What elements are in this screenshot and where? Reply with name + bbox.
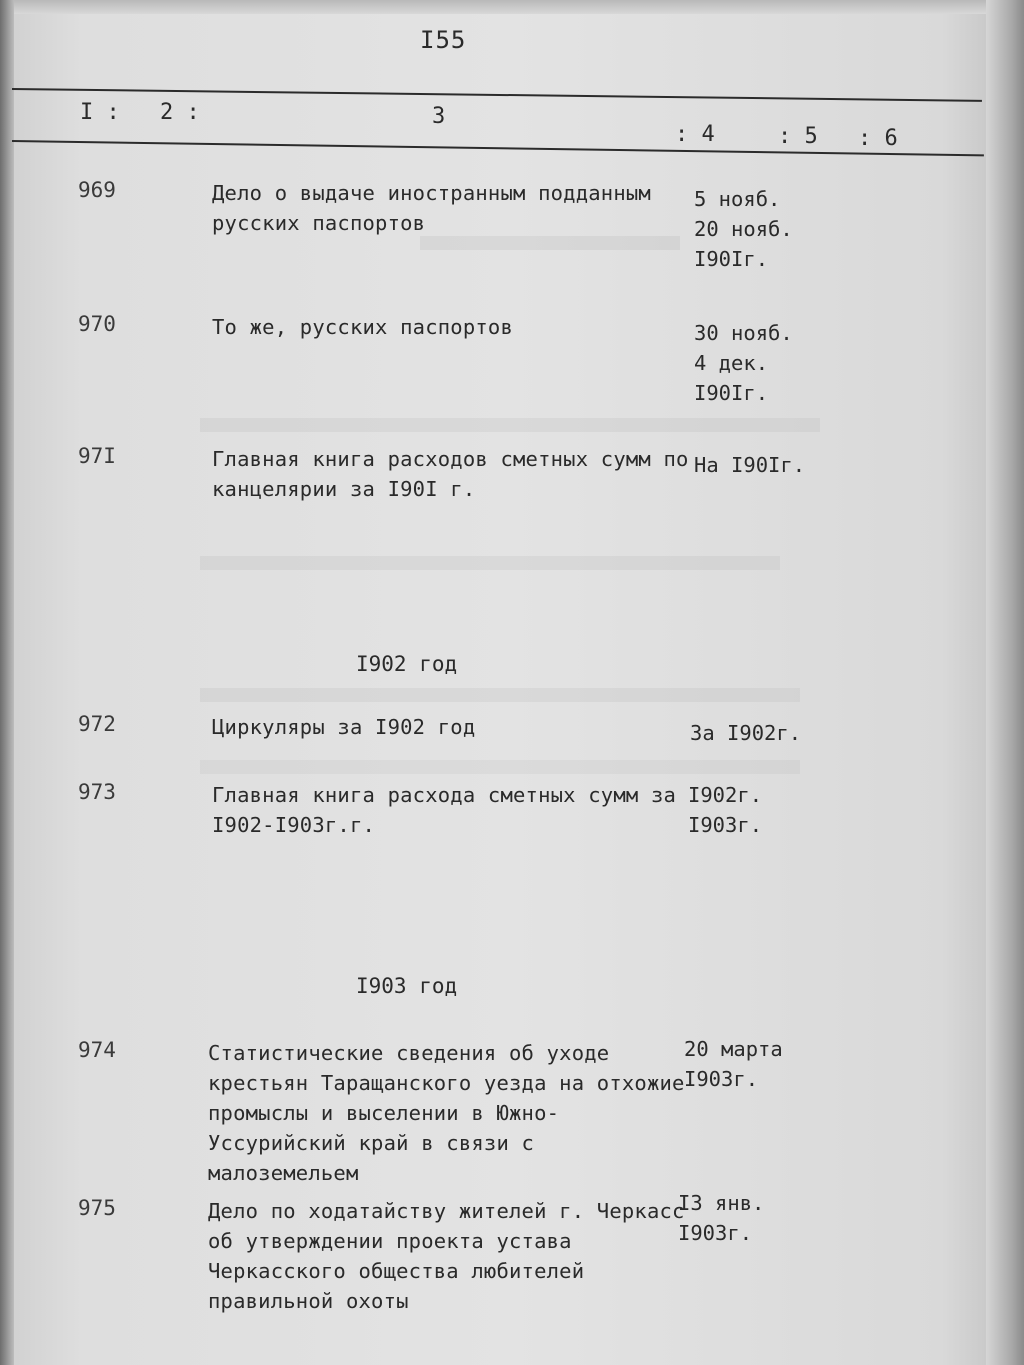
show-through-mark (200, 760, 800, 774)
entry-date-line: 20 марта (684, 1037, 783, 1061)
entry-date-line: I903г. (684, 1067, 759, 1091)
entry-title: Дело по ходатайству жителей г. Черкасс об утверждении проекта устава Черкасского общества любителей правильной охоты (208, 1199, 685, 1313)
entry-date-line: На I90Iг. (694, 453, 806, 477)
year-section-heading: I902 год (356, 652, 458, 676)
entry-title: Дело о выдаче иностранным подданным русских паспортов (212, 181, 651, 235)
entry-date-line: I90Iг. (694, 247, 769, 271)
entry-date-line: 30 нояб. (694, 321, 793, 345)
page-left-edge (0, 0, 14, 1365)
page-right-edge (986, 0, 1024, 1365)
column-header-5: : 5 (778, 124, 818, 149)
entry-dates (694, 184, 854, 274)
entry-number: 969 (78, 178, 116, 202)
entry-date-line: I903г. (678, 1221, 753, 1245)
entry-dates (684, 1034, 844, 1094)
entry-dates (690, 718, 850, 748)
entry-date-line: 4 дек. (694, 351, 769, 375)
entry-number: 973 (78, 780, 116, 804)
entry-title: Главная книга расхода сметных сумм за I902-I903г.г. (212, 783, 677, 837)
column-header-3: 3 (432, 104, 446, 129)
entry-number: 970 (78, 312, 116, 336)
header-rule-top (12, 88, 982, 102)
show-through-mark (200, 418, 820, 432)
column-header-1: I : (80, 100, 120, 125)
entry-title: То же, русских паспортов (212, 315, 514, 339)
entry-number: 974 (78, 1038, 116, 1062)
column-header-4: : 4 (675, 122, 715, 147)
show-through-mark (200, 688, 800, 702)
entry-date-line: I903г. (688, 813, 763, 837)
entry-date-line: I90Iг. (694, 381, 769, 405)
entry-date-line: За I902г. (690, 721, 802, 745)
entry-title: Статистические сведения об уходе крестьян Таращанского уезда на отхожие промыслы и выселении в Южно-Уссурийский край в связи с малоземельем (208, 1041, 685, 1185)
header-rule-bottom (12, 140, 984, 156)
entry-date-line: I3 янв. (678, 1191, 765, 1215)
page-top-edge (0, 0, 1024, 14)
entry-date-line: I902г. (688, 783, 763, 807)
entry-number: 972 (78, 712, 116, 736)
year-section-heading: I903 год (356, 974, 458, 998)
entry-dates (694, 318, 854, 408)
entry-date-line: 20 нояб. (694, 217, 793, 241)
page-number: I55 (420, 26, 467, 54)
entry-number: 97I (78, 444, 116, 468)
entry-dates (678, 1188, 838, 1248)
show-through-mark (200, 556, 780, 570)
column-header-2: 2 : (160, 100, 200, 125)
entry-dates (688, 780, 848, 840)
entry-title: Главная книга расходов сметных сумм по канцелярии за I90I г. (212, 447, 689, 501)
entry-number: 975 (78, 1196, 116, 1220)
column-header-6: : 6 (858, 126, 898, 151)
entry-title: Циркуляры за I902 год (212, 715, 476, 739)
entry-date-line: 5 нояб. (694, 187, 781, 211)
show-through-mark (420, 236, 680, 250)
entry-dates (694, 450, 854, 480)
